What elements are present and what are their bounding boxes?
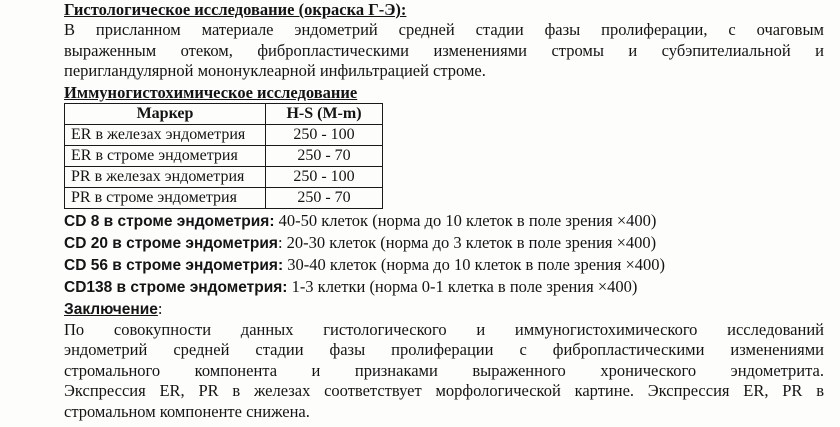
histology-line: перигландулярной мононуклеарной инфильтрацией строме.: [64, 61, 486, 80]
cd56-line: [64, 254, 824, 276]
histology-line: выраженным отеком, фибропластическими изменениями стромы и субэпителиальной и: [64, 40, 824, 60]
conclusion-colon: :: [157, 298, 163, 318]
cd-marker-list: [64, 210, 824, 298]
marker-cell: ER в строме эндометрия: [65, 145, 266, 166]
hs-value-cell: 250 - 70: [266, 145, 383, 166]
cd8-value: 40-50 клеток (норма до 10 клеток в поле зрения ×400): [274, 210, 657, 230]
column-header-hs: H-S (M-m): [266, 103, 383, 124]
marker-table: [64, 103, 383, 209]
conclusion-line: стромального компонента и признаками выраженного хронического эндометрита.: [64, 360, 824, 380]
cd138-label: CD138 в строме эндометрия:: [64, 278, 288, 296]
histology-heading: Гистологическое исследование (окраска Г-Э):: [64, 0, 407, 19]
histology-line: В присланном материале эндометрий средней стадии фазы пролиферации, с очаговым: [64, 20, 824, 39]
table-header-row: [65, 103, 383, 124]
conclusion-line: Экспрессия ER, PR в железах соответствует морфологической картине. Экспрессия ER, PR в: [64, 381, 824, 400]
hs-value-cell: 250 - 70: [266, 187, 383, 208]
hs-value-cell: 250 - 100: [266, 166, 383, 187]
marker-cell: PR в строме эндометрия: [65, 187, 266, 208]
table-row: [65, 187, 383, 208]
cd20-value: : 20-30 клеток (норма до 3 клеток в поле зрения ×400): [277, 232, 657, 252]
table-row: [65, 166, 383, 187]
table-row: [65, 145, 383, 166]
conclusion-label: Заключение: [64, 300, 158, 318]
cd138-line: [64, 276, 824, 298]
table-row: [65, 124, 383, 145]
cd138-value: 1-3 клетки (норма 0-1 клетка в поле зрения ×400): [287, 276, 638, 296]
hs-value-cell: 250 - 100: [266, 124, 383, 145]
cd56-value: 30-40 клеток (норма до 10 клеток в поле зрения ×400): [283, 254, 666, 274]
ihc-heading: Иммуногистохимическое исследование: [64, 82, 358, 102]
cd8-label: CD 8 в строме эндометрия:: [64, 212, 275, 230]
cd56-label: CD 56 в строме эндометрия:: [64, 256, 284, 274]
marker-cell: PR в железах эндометрия: [65, 166, 266, 187]
conclusion-line: стромальном компоненте снижена.: [64, 401, 310, 421]
cd20-line: [64, 232, 824, 254]
marker-cell: ER в железах эндометрия: [65, 124, 266, 145]
histology-paragraph: [64, 20, 824, 82]
column-header-marker: Маркер: [65, 103, 266, 124]
cd20-label: CD 20 в строме эндометрия: [64, 234, 278, 252]
document-page: [64, 0, 824, 422]
conclusion-paragraph: [64, 320, 824, 423]
cd8-line: [64, 210, 824, 232]
conclusion-line: эндометрий средней стадии фазы пролиферации с фибропластическими изменениями: [64, 340, 824, 359]
conclusion-heading: [64, 298, 824, 320]
conclusion-line: По совокупности данных гистологического и иммуногистохимического исследований: [64, 319, 824, 339]
